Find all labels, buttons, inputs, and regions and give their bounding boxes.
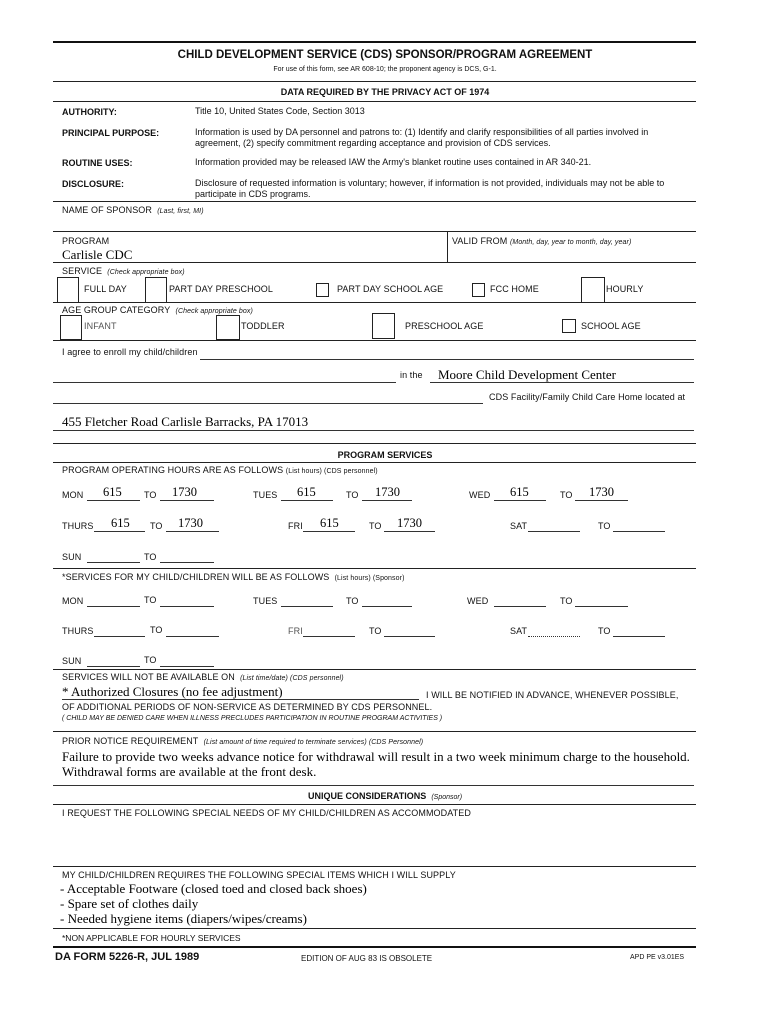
to-label: TO <box>369 521 382 531</box>
program-services-heading: PROGRAM SERVICES <box>337 450 433 460</box>
children-names-line <box>53 382 396 383</box>
service-label: SERVICE (Check appropriate box) <box>62 266 185 276</box>
to-label: TO <box>150 625 163 635</box>
tues-from-field[interactable]: 615 <box>297 485 316 499</box>
rule <box>53 302 696 303</box>
fri-to-field[interactable]: 1730 <box>397 516 422 530</box>
tues-label: TUES <box>253 596 278 606</box>
form-title: CHILD DEVELOPMENT SERVICE (CDS) SPONSOR/PROGRAM AGREEMENT <box>177 49 593 61</box>
operating-hours-label: PROGRAM OPERATING HOURS ARE AS FOLLOWS (List hours) (CDS personnel) <box>62 465 378 475</box>
closures-field[interactable]: * Authorized Closures (no fee adjustment) <box>62 684 283 699</box>
illness-note: ( CHILD MAY BE DENIED CARE WHEN ILLNESS PRECLUDES PARTICIPATION IN ROUTINE PROGRAM ACTIVITIES ) <box>62 715 443 722</box>
field-line <box>613 531 665 532</box>
field-line <box>362 500 412 501</box>
fri-label: FRI <box>288 626 303 636</box>
facility-field[interactable]: Moore Child Development Center <box>438 367 616 382</box>
full-day-checkbox[interactable] <box>57 277 79 303</box>
rule <box>53 231 696 232</box>
additional-periods-text: OF ADDITIONAL PERIODS OF NON-SERVICE AS DETERMINED BY CDS PERSONNEL. <box>62 702 433 712</box>
infant-checkbox[interactable] <box>60 315 82 340</box>
sponsor-name-label: NAME OF SPONSOR (Last, first, MI) <box>62 205 204 215</box>
rule <box>53 928 696 929</box>
mon-from-field[interactable]: 615 <box>103 485 122 499</box>
to-label: TO <box>150 521 163 531</box>
school-age-checkbox[interactable] <box>562 319 576 333</box>
part-day-school-age-checkbox[interactable] <box>316 283 329 297</box>
age-group-label: AGE GROUP CATEGORY (Check appropriate box) <box>62 305 253 315</box>
valid-from-label: VALID FROM (Month, day, year to month, day, year) <box>452 236 632 246</box>
thurs-label: THURS <box>62 626 94 636</box>
facility-location-label: CDS Facility/Family Child Care Home located at <box>489 392 686 402</box>
to-label: TO <box>369 626 382 636</box>
field-line <box>575 500 628 501</box>
wed-label: WED <box>467 596 489 606</box>
field-line <box>87 500 140 501</box>
thurs-to-line[interactable] <box>166 636 219 637</box>
to-label: TO <box>144 595 157 605</box>
thurs-label: THURS <box>62 521 94 531</box>
school-age-label: SCHOOL AGE <box>581 321 641 331</box>
tues-to-line[interactable] <box>362 606 412 607</box>
hourly-label: HOURLY <box>606 284 644 294</box>
rule <box>53 443 696 444</box>
wed-to-field[interactable]: 1730 <box>589 485 614 499</box>
form-number: DA FORM 5226-R, JUL 1989 <box>55 951 200 963</box>
rule <box>53 568 696 569</box>
to-label: TO <box>144 552 157 562</box>
special-item[interactable]: - Needed hygiene items (diapers/wipes/creams) <box>60 911 307 926</box>
sat-from-line[interactable] <box>528 636 580 637</box>
special-needs-field[interactable] <box>62 822 692 862</box>
special-item[interactable]: - Spare set of clothes daily <box>60 896 199 911</box>
rule <box>53 804 696 805</box>
sat-label: SAT <box>510 521 528 531</box>
address-line <box>53 430 694 431</box>
address-field[interactable]: 455 Fletcher Road Carlisle Barracks, PA 17013 <box>62 414 309 429</box>
fcc-home-checkbox[interactable] <box>472 283 485 297</box>
wed-from-line[interactable] <box>494 606 546 607</box>
unique-considerations-heading: UNIQUE CONSIDERATIONS (Sponsor) <box>307 791 463 801</box>
prior-notice-line-2[interactable]: Withdrawal forms are available at the front desk. <box>62 764 317 779</box>
privacy-heading: DATA REQUIRED BY THE PRIVACY ACT OF 1974 <box>280 87 490 97</box>
fri-from-line[interactable] <box>303 636 355 637</box>
infant-label: INFANT <box>84 321 117 331</box>
field-line <box>160 562 214 563</box>
to-label: TO <box>598 521 611 531</box>
to-label: TO <box>560 596 573 606</box>
bottom-rule <box>53 946 696 948</box>
special-needs-label: I REQUEST THE FOLLOWING SPECIAL NEEDS OF MY CHILD/CHILDREN AS ACCOMMODATED <box>62 808 471 818</box>
field-line <box>87 562 140 563</box>
sat-to-line[interactable] <box>613 636 665 637</box>
top-rule <box>53 41 696 43</box>
prior-notice-line-1[interactable]: Failure to provide two weeks advance notice for withdrawal will result in a two week minimum charge to the household. <box>62 749 690 764</box>
field-line <box>528 531 580 532</box>
preschool-age-checkbox[interactable] <box>372 313 395 339</box>
disclosure-label: DISCLOSURE: <box>62 179 125 189</box>
tues-from-line[interactable] <box>281 606 333 607</box>
wed-to-line[interactable] <box>575 606 628 607</box>
program-field[interactable]: Carlisle CDC <box>62 247 133 262</box>
agree-enroll-label: I agree to enroll my child/children <box>62 347 198 357</box>
non-applicable-note: *NON APPLICABLE FOR HOURLY SERVICES <box>62 933 241 943</box>
authority-label: AUTHORITY: <box>62 107 117 117</box>
rule <box>53 731 696 732</box>
closures-line <box>62 699 419 700</box>
field-line <box>94 531 145 532</box>
thurs-to-field[interactable]: 1730 <box>178 516 203 530</box>
fri-label: FRI <box>288 521 303 531</box>
mon-label: MON <box>62 596 84 606</box>
facility-line-2 <box>53 403 483 404</box>
divider <box>447 231 448 262</box>
rule <box>53 866 696 867</box>
facility-line <box>430 382 694 383</box>
fri-from-field[interactable]: 615 <box>320 516 339 530</box>
mon-label: MON <box>62 490 84 500</box>
field-line <box>166 531 219 532</box>
enroll-line <box>200 359 694 360</box>
routine-uses-text: Information provided may be released IAW the Army's blanket routine uses contained in AR 340-21. <box>195 157 592 167</box>
form-subtitle: For use of this form, see AR 608-10; the proponent agency is DCS, G-1. <box>273 66 497 73</box>
to-label: TO <box>598 626 611 636</box>
principal-purpose-label: PRINCIPAL PURPOSE: <box>62 128 160 138</box>
rule <box>53 462 696 463</box>
preschool-age-label: PRESCHOOL AGE <box>405 321 484 331</box>
to-label: TO <box>346 596 359 606</box>
field-line <box>281 500 333 501</box>
prior-notice-end-line <box>53 785 694 786</box>
wed-label: WED <box>469 490 491 500</box>
prior-notice-label: PRIOR NOTICE REQUIREMENT (List amount of time required to terminate services) (CDS Personnel) <box>62 736 424 746</box>
toddler-label: TODDLER <box>241 321 285 331</box>
sun-to-line[interactable] <box>160 666 214 667</box>
full-day-label: FULL DAY <box>84 284 127 294</box>
hourly-checkbox[interactable] <box>581 277 605 303</box>
fri-to-line[interactable] <box>384 636 435 637</box>
rule <box>53 81 696 82</box>
to-label: TO <box>346 490 359 500</box>
rule <box>53 101 696 102</box>
sat-label: SAT <box>510 626 528 636</box>
sun-from-line[interactable] <box>87 666 140 667</box>
sponsor-name-field[interactable] <box>62 217 692 231</box>
principal-purpose-text: Information is used by DA personnel and patrons to: (1) Identify and clarify responsibilities of all parties involved in agreement, (2) specify commitment regarding acceptance and provision of CDS services. <box>195 127 649 148</box>
not-available-label: SERVICES WILL NOT BE AVAILABLE ON (List time/date) (CDS personnel) <box>62 672 344 682</box>
rule <box>53 262 696 263</box>
rule <box>53 340 696 341</box>
part-day-school-age-label: PART DAY SCHOOL AGE <box>337 284 444 294</box>
valid-from-field[interactable] <box>452 247 692 261</box>
field-line <box>494 500 546 501</box>
notify-text: I WILL BE NOTIFIED IN ADVANCE, WHENEVER POSSIBLE, <box>426 690 679 700</box>
version-label: APD PE v3.01ES <box>630 954 685 961</box>
mon-from-line[interactable] <box>87 606 140 607</box>
disclosure-text: Disclosure of requested information is voluntary; however, if information is not provided, individuals may not be able to participate in CDS programs. <box>195 178 665 199</box>
part-day-preschool-checkbox[interactable] <box>145 277 167 303</box>
toddler-checkbox[interactable] <box>216 315 240 340</box>
thurs-from-line[interactable] <box>94 636 145 637</box>
rule <box>53 201 696 202</box>
sun-label: SUN <box>62 552 82 562</box>
in-the-label: in the <box>400 370 423 380</box>
field-line <box>160 500 214 501</box>
program-label: PROGRAM <box>62 236 110 246</box>
tues-to-field[interactable]: 1730 <box>375 485 400 499</box>
edition-note: EDITION OF AUG 83 IS OBSOLETE <box>301 954 433 963</box>
rule <box>53 669 696 670</box>
fcc-home-label: FCC HOME <box>490 284 539 294</box>
to-label: TO <box>144 655 157 665</box>
field-line <box>303 531 355 532</box>
my-services-label: *SERVICES FOR MY CHILD/CHILDREN WILL BE AS FOLLOWS (List hours) (Sponsor) <box>62 572 405 582</box>
tues-label: TUES <box>253 490 278 500</box>
authority-text: Title 10, United States Code, Section 3013 <box>195 106 365 116</box>
sun-label: SUN <box>62 656 82 666</box>
to-label: TO <box>144 490 157 500</box>
special-items-label: MY CHILD/CHILDREN REQUIRES THE FOLLOWING SPECIAL ITEMS WHICH I WILL SUPPLY <box>62 870 456 880</box>
routine-uses-label: ROUTINE USES: <box>62 158 133 168</box>
special-item[interactable]: - Acceptable Footware (closed toed and closed back shoes) <box>60 881 367 896</box>
to-label: TO <box>560 490 573 500</box>
wed-from-field[interactable]: 615 <box>510 485 529 499</box>
thurs-from-field[interactable]: 615 <box>111 516 130 530</box>
mon-to-line[interactable] <box>160 606 214 607</box>
mon-to-field[interactable]: 1730 <box>172 485 197 499</box>
field-line <box>384 531 435 532</box>
part-day-preschool-label: PART DAY PRESCHOOL <box>169 284 273 294</box>
